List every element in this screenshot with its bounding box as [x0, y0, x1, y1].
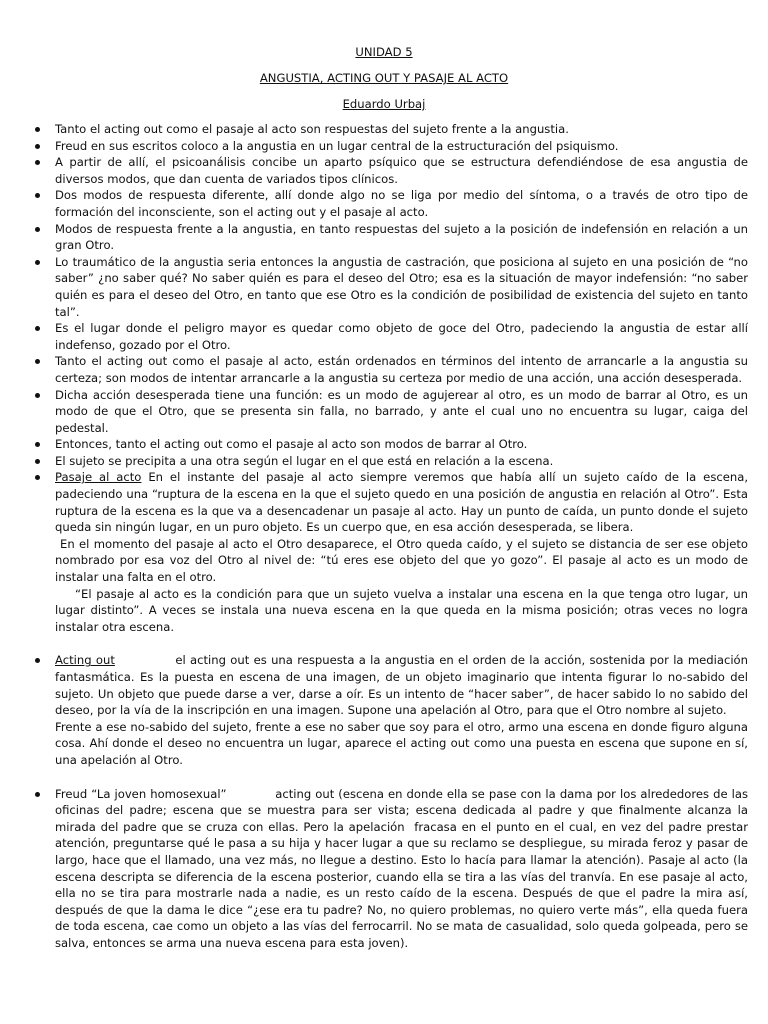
bullet-item: Dos modos de respuesta diferente, allí donde algo no se liga por medio del síntoma, o a través de otro tipo de formación del inconsciente, son el acting out y el pasaje al acto.	[55, 188, 748, 219]
pasaje-al-acto-item	[55, 469, 748, 535]
acting-out-label: Acting out	[55, 653, 115, 668]
pasaje-paragraph: En el momento del pasaje al acto el Otro desaparece, el Otro queda caído, y el sujeto se distancia de ser ese objeto nombrado por esa voz del Otro al nivel de: “tú eres ese objeto del que yo gozo”. El pasaje al acto es un modo de instalar una falta en el otro.	[55, 536, 748, 585]
bullet-item: Freud en sus escritos coloco a la angustia en un lugar central de la estructuración del psiquismo.	[55, 138, 748, 155]
bullet-item: Tanto el acting out como el pasaje al acto son respuestas del sujeto frente a la angustia.	[55, 121, 748, 138]
bullet-item: Lo traumático de la angustia seria entonces la angustia de castración, que posiciona al sujeto en una posición de “no saber” ¿no saber qué? No saber quién es para el deseo del Otro; esa es la situación de mayor indefensión: “no saber quién es para el deseo del Otro, en tanto que ese Otro es la condición de posibilidad de existencia del sujeto en tanto tal”.	[55, 254, 748, 319]
spacer	[55, 769, 748, 786]
document-title: ANGUSTIA, ACTING OUT Y PASAJE AL ACTO	[259, 71, 509, 85]
bullet-item: Tanto el acting out como el pasaje al acto, están ordenados en términos del intento de arrancarle a la angustia su certeza; son modos de intentar arrancarle a la angustia su certeza por medio de una acción, una acción desesperada.	[55, 354, 748, 385]
bullet-item: A partir de allí, el psicoanálisis concibe un aparto psíquico que se estructura defendiéndose de esa angustia de diversos modos, que dan cuenta de variados tipos clínicos.	[55, 155, 748, 186]
pasaje-al-acto-label: Pasaje al acto	[55, 470, 142, 485]
spacer	[55, 635, 748, 652]
bullet-item: Dicha acción desesperada tiene una función: es un modo de agujerear al otro, es un modo de barrar al Otro, es un modo de que el Otro, que se presenta sin falla, no barrado, y ante el cual uno no encuentra su lugar, caiga del pedestal.	[55, 387, 748, 435]
bullet-item: El sujeto se precipita a una otra según el lugar en el que está en relación a la escena.	[55, 453, 748, 470]
acting-out-paragraph: Frente a ese no-sabido del sujeto, frente a ese no saber que soy para el otro, armo una escena en donde figuro alguna cosa. Ahí donde el deseo no encuentra un lugar, aparece el acting out como una puesta en escena que supone en sí, una apelación al Otro.	[55, 719, 748, 767]
bullet-item: Es el lugar donde el peligro mayor es quedar como objeto de goce del Otro, padeciendo la angustia de estar allí indefenso, gozado por el Otro.	[55, 321, 748, 352]
bullet-item: Entonces, tanto el acting out como el pasaje al acto son modos de barrar al Otro.	[55, 436, 748, 453]
acting-out-text: el acting out es una respuesta a la angustia en el orden de la acción, sostenida por la mediación fantasmática. Es la puesta en escena de una imagen, de un objeto imaginario que intenta figurar lo no-sabido del sujeto. Un objeto que puede darse a ver, darse a oír. Es un intento de “hacer saber”, de hacer sabido lo no sabido del deseo, por la vía de la inscripción en una imagen. Supone una apelación al Otro, para que el Otro nombre al sujeto.	[55, 653, 752, 718]
unit-heading: UNIDAD 5	[355, 45, 413, 59]
pasaje-quote-paragraph: “El pasaje al acto es la condición para que un sujeto vuelva a instalar una escena en la que tenga otro lugar, un lugar distinto”. A veces se instala una nueva escena en la que queda en la misma posición; otras veces no logra instalar otra escena.	[55, 586, 748, 634]
author-name: Eduardo Urbaj	[342, 97, 426, 111]
acting-out-item	[55, 652, 752, 718]
bullet-item: Modos de respuesta frente a la angustia, en tanto respuestas del sujeto a la posición de indefensión en relación a un gran Otro.	[55, 221, 748, 253]
pasaje-al-acto-text: En el instante del pasaje al acto siempre veremos que había allí un sujeto caído de la escena, padeciendo una “ruptura de la escena en la que el sujeto quedo en una posición de angustia en relación al Otro”. Esta ruptura de la escena es la que va a desencadenar un pasaje al acto. Hay un punto de caída, un punto donde el sujeto queda sin ningún lugar, en un puro objeto. Es un cuerpo que, en esa acción desesperada, se libera.	[55, 470, 749, 535]
freud-example-item: Freud “La joven homosexual” acting out (escena en donde ella se pase con la dama por los alrededores de las oficinas del padre; escena que se muestra para ser vista; escena dedicada al padre y que finalmente alcanza la mirada del padre que se cruza con ellas. Pero la apelación fracasa en el punto en el cual, en vez del padre prestar atención, preguntarse qué le pasa a su hija y hacer lugar a que su reclamo se despliegue, su mirada feroz y pasar de largo, hace que el llamado, una vez más, no llegue a destino. Esto lo hacía para llamar la atención). Pasaje al acto (la escena descripta se diferencia de la escena posterior, cuando ella se tira a las vías del tranvía. En ese pasaje al acto, ella no se tira para mostrarle nada a nadie, es un resto caído de la escena. Después de que el padre la mira así, después de que la dama le dice “¿ese era tu padre? No, no quiero problemas, no quiero verte más”, ella queda fuera de toda escena, cae como un objeto a las vías del ferrocarril. No se mata de casualidad, solo queda golpeada, pero se salva, entonces se arma una nueva escena para esta joven).	[55, 786, 752, 950]
document-body	[55, 121, 752, 952]
